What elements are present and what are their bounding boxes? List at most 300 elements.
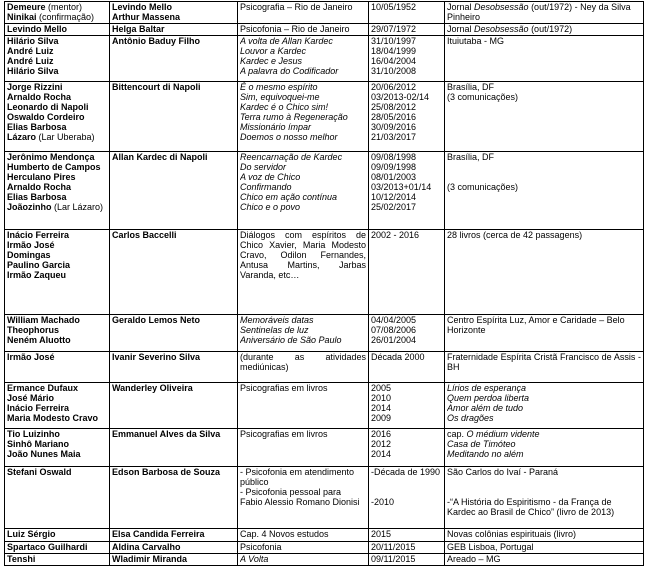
cell-line bbox=[371, 162, 442, 172]
cell-line bbox=[371, 439, 442, 449]
cell-line bbox=[240, 182, 366, 192]
cell-note: (confirmação) bbox=[36, 12, 95, 22]
cell-text: André Luiz bbox=[7, 46, 54, 56]
cell-line bbox=[240, 132, 366, 142]
cell-line bbox=[7, 393, 107, 403]
cell-text: Ivanir Severino Silva bbox=[112, 352, 201, 362]
cell-text: Oswaldo Cordeiro bbox=[7, 112, 85, 122]
cell-text: Herculano Pires bbox=[7, 172, 76, 182]
cell-line bbox=[371, 172, 442, 182]
cell-line bbox=[112, 383, 235, 393]
cell-line bbox=[371, 542, 442, 552]
cell-line bbox=[371, 82, 442, 92]
spirit-cell bbox=[5, 230, 110, 315]
medium-cell bbox=[110, 352, 238, 383]
cell-line bbox=[240, 554, 366, 564]
spirit-cell bbox=[5, 352, 110, 383]
medium-cell bbox=[110, 152, 238, 230]
cell-line bbox=[371, 66, 442, 76]
work-cell bbox=[238, 2, 369, 24]
cell-text: 2005 bbox=[371, 383, 392, 393]
cell-text: Aniversário de São Paulo bbox=[240, 335, 342, 345]
cell-text: Chico em ação contínua bbox=[240, 192, 338, 202]
table-row bbox=[5, 36, 644, 82]
cell-text: Carlos Baccelli bbox=[112, 230, 177, 240]
cell-line bbox=[7, 102, 107, 112]
cell-text: Hilário Silva bbox=[7, 66, 59, 76]
notes-cell bbox=[445, 429, 644, 467]
cell-line bbox=[240, 102, 366, 112]
cell-line bbox=[7, 12, 107, 22]
cell-text: 31/10/1997 bbox=[371, 36, 417, 46]
cell-text: Geraldo Lemos Neto bbox=[112, 315, 201, 325]
cell-line bbox=[447, 82, 641, 92]
cell-text: 09/08/1998 bbox=[371, 152, 417, 162]
medium-cell bbox=[110, 467, 238, 529]
cell-line bbox=[447, 152, 641, 162]
cell-text: público bbox=[240, 477, 269, 487]
cell-text: Fabio Alessio Romano Dionisi bbox=[240, 497, 360, 507]
cell-text: 28/05/2016 bbox=[371, 112, 417, 122]
cell-text: Elsa Candida Ferreira bbox=[112, 529, 205, 539]
cell-line bbox=[7, 36, 107, 46]
cell-line bbox=[447, 497, 641, 517]
notes-cell bbox=[445, 467, 644, 529]
cell-line bbox=[112, 542, 235, 552]
date-cell bbox=[369, 467, 445, 529]
cell-line bbox=[447, 529, 641, 539]
cell-line bbox=[371, 152, 442, 162]
cell-title: Meditando no além bbox=[447, 449, 524, 459]
cell-line bbox=[447, 182, 641, 192]
cell-line bbox=[447, 487, 641, 497]
cell-line bbox=[447, 2, 641, 22]
cell-text: 31/10/2008 bbox=[371, 66, 417, 76]
cell-line bbox=[240, 24, 366, 34]
spirit-cell bbox=[5, 152, 110, 230]
cell-line bbox=[371, 393, 442, 403]
cell-line bbox=[240, 192, 366, 202]
cell-tail: (out/1972) bbox=[528, 24, 573, 34]
cell-line bbox=[371, 92, 442, 102]
date-cell bbox=[369, 529, 445, 542]
cell-text: Sentinelas de luz bbox=[240, 325, 309, 335]
spirit-cell bbox=[5, 467, 110, 529]
cell-line bbox=[7, 24, 107, 34]
table-row bbox=[5, 467, 644, 529]
cell-line bbox=[240, 2, 366, 12]
cell-line bbox=[7, 413, 107, 423]
date-cell bbox=[369, 315, 445, 352]
cell-text: Irmão Zaqueu bbox=[7, 270, 67, 280]
cell-text: Arnaldo Rocha bbox=[7, 92, 72, 102]
date-cell bbox=[369, 542, 445, 554]
table-row bbox=[5, 542, 644, 554]
cell-text: 07/08/2006 bbox=[371, 325, 417, 335]
cell-text: Ituiutaba - MG bbox=[447, 36, 505, 46]
cell-line bbox=[7, 352, 107, 362]
cell-line bbox=[371, 46, 442, 56]
cell-text: 2014 bbox=[371, 403, 392, 413]
cell-text: Louvor a Kardec bbox=[240, 46, 307, 56]
medium-cell bbox=[110, 82, 238, 152]
cell-text: Irmão José bbox=[7, 240, 55, 250]
medium-cell bbox=[110, 24, 238, 36]
cell-line bbox=[371, 182, 442, 192]
cell-text: (3 comunicações) bbox=[447, 182, 519, 192]
work-cell bbox=[238, 554, 369, 566]
cell-text: -“A História do Espiritismo - da França de Kardec ao Brasil de Chico” (livro de 2013) bbox=[447, 497, 615, 517]
work-cell bbox=[238, 529, 369, 542]
cell-text: 2014 bbox=[371, 449, 392, 459]
cell-text: Do servidor bbox=[240, 162, 287, 172]
cell-text: Elias Barbosa bbox=[7, 122, 67, 132]
cell-text: Jorge Rizzini bbox=[7, 82, 63, 92]
cell-line bbox=[7, 429, 107, 439]
cell-line bbox=[447, 36, 641, 46]
cell-line bbox=[112, 36, 235, 46]
cell-text: Diálogos com espíritos de Chico Xavier, Maria Modesto Cravo, Odilon Fernandes, Antusa Martins, Jarbas Varanda, etc… bbox=[240, 230, 366, 280]
cell-tail: (out/1972) - Ney da Silva Pinheiro bbox=[447, 2, 631, 22]
cell-text: 28 livros (cerca de 42 passagens) bbox=[447, 230, 583, 240]
notes-cell bbox=[445, 352, 644, 383]
table-row bbox=[5, 429, 644, 467]
cell-text: Brasília, DF bbox=[447, 152, 495, 162]
cell-text: Cap. 4 Novos estudos bbox=[240, 529, 329, 539]
cell-line bbox=[240, 529, 366, 539]
cell-text: 29/07/1972 bbox=[371, 24, 417, 34]
medium-cell bbox=[110, 2, 238, 24]
cell-line bbox=[240, 230, 366, 280]
cell-line bbox=[447, 542, 641, 552]
cell-text: - Psicofonia em atendimento bbox=[240, 467, 355, 477]
cell-text: 25/08/2012 bbox=[371, 102, 417, 112]
cell-line bbox=[240, 487, 366, 497]
cell-title: O médium vidente bbox=[466, 429, 540, 439]
cell-line bbox=[447, 162, 641, 172]
cell-text: (3 comunicações) bbox=[447, 92, 519, 102]
cell-line bbox=[7, 66, 107, 76]
cell-text: 10/05/1952 bbox=[371, 2, 417, 12]
cell-text: Arnaldo Rocha bbox=[7, 182, 72, 192]
cell-line bbox=[371, 554, 442, 564]
cell-note: (mentor) bbox=[45, 2, 83, 12]
cell-text: Jerônimo Mendonça bbox=[7, 152, 95, 162]
cell-line bbox=[7, 554, 107, 564]
cell-line bbox=[240, 477, 366, 487]
cell-text: Stefani Oswald bbox=[7, 467, 72, 477]
cell-line bbox=[112, 529, 235, 539]
notes-cell bbox=[445, 2, 644, 24]
cell-line bbox=[7, 172, 107, 182]
medium-cell bbox=[110, 230, 238, 315]
date-cell bbox=[369, 82, 445, 152]
cell-text: Confirmando bbox=[240, 182, 292, 192]
cell-text: André Luiz bbox=[7, 56, 54, 66]
cell-line bbox=[447, 230, 641, 240]
work-cell bbox=[238, 467, 369, 529]
spirit-cell bbox=[5, 2, 110, 24]
date-cell bbox=[369, 24, 445, 36]
cell-text: José Mário bbox=[7, 393, 55, 403]
cell-text: 20/11/2015 bbox=[371, 542, 416, 552]
cell-line bbox=[7, 325, 107, 335]
cell-text: Década 2000 bbox=[371, 352, 425, 362]
cell-text: Psicografias em livros bbox=[240, 429, 328, 439]
cell-text: Maria Modesto Cravo bbox=[7, 413, 99, 423]
cell-line bbox=[112, 24, 235, 34]
cell-text: Spartaco Guilhardi bbox=[7, 542, 88, 552]
work-cell bbox=[238, 230, 369, 315]
cell-text: Sim, equivoquei-me bbox=[240, 92, 320, 102]
cell-text: Novas colônias espirituais (livro) bbox=[447, 529, 577, 539]
cell-line bbox=[7, 2, 107, 12]
cell-line bbox=[7, 315, 107, 325]
cell-line bbox=[7, 122, 107, 132]
cell-text: 2016 bbox=[371, 429, 392, 439]
cell-note: (Lar Lázaro) bbox=[51, 202, 104, 212]
cell-line bbox=[7, 132, 107, 142]
notes-cell bbox=[445, 24, 644, 36]
cell-text: Joãozinho bbox=[7, 202, 52, 212]
cell-line bbox=[240, 383, 366, 393]
cell-text: Paulino Garcia bbox=[7, 260, 71, 270]
cell-line bbox=[240, 152, 366, 162]
cell-line bbox=[112, 352, 235, 362]
cell-text: Theophorus bbox=[7, 325, 59, 335]
cell-line bbox=[112, 12, 235, 22]
table-row bbox=[5, 2, 644, 24]
cell-line bbox=[371, 383, 442, 393]
cell-text: Domingas bbox=[7, 250, 51, 260]
cell-text: 04/04/2005 bbox=[371, 315, 417, 325]
medium-cell bbox=[110, 429, 238, 467]
work-cell bbox=[238, 315, 369, 352]
medium-cell bbox=[110, 315, 238, 352]
table-row bbox=[5, 554, 644, 566]
cell-text: Tio Luizinho bbox=[7, 429, 60, 439]
cell-line bbox=[371, 112, 442, 122]
cell-text: Bittencourt di Napoli bbox=[112, 82, 201, 92]
cell-line bbox=[371, 202, 442, 212]
cell-line bbox=[240, 497, 366, 507]
notes-cell bbox=[445, 315, 644, 352]
cell-line bbox=[371, 487, 442, 497]
cell-text: Inácio Ferreira bbox=[7, 230, 70, 240]
cell-text: Luiz Sérgio bbox=[7, 529, 56, 539]
cell-line bbox=[7, 56, 107, 66]
cell-line bbox=[371, 467, 442, 477]
cell-text: A volta de Allan Kardec bbox=[240, 36, 333, 46]
cell-line bbox=[447, 439, 641, 449]
date-cell bbox=[369, 2, 445, 24]
cell-line bbox=[7, 542, 107, 552]
cell-text: Jornal bbox=[447, 24, 475, 34]
cell-text: 18/04/1999 bbox=[371, 46, 417, 56]
notes-cell bbox=[445, 152, 644, 230]
cell-line bbox=[371, 230, 442, 240]
cell-line bbox=[7, 467, 107, 477]
cell-line bbox=[7, 240, 107, 250]
cell-line bbox=[240, 542, 366, 552]
cell-line bbox=[371, 335, 442, 345]
cell-text: Allan Kardec di Napoli bbox=[112, 152, 208, 162]
work-cell bbox=[238, 152, 369, 230]
cell-text: Elias Barbosa bbox=[7, 192, 67, 202]
cell-line bbox=[112, 82, 235, 92]
document-page bbox=[4, 1, 643, 566]
cell-line bbox=[240, 429, 366, 439]
cell-line bbox=[371, 325, 442, 335]
cell-line bbox=[371, 429, 442, 439]
cell-line bbox=[447, 403, 641, 413]
cell-line bbox=[371, 315, 442, 325]
cell-line bbox=[371, 192, 442, 202]
cell-line bbox=[7, 383, 107, 393]
cell-text: 20/06/2012 bbox=[371, 82, 417, 92]
cell-text: Lázaro bbox=[7, 132, 37, 142]
cell-line bbox=[240, 36, 366, 46]
cell-text: cap. bbox=[447, 429, 467, 439]
cell-line bbox=[447, 429, 641, 439]
cell-text: João Nunes Maia bbox=[7, 449, 81, 459]
cell-line bbox=[447, 554, 641, 564]
cell-line bbox=[7, 202, 107, 212]
cell-text: 2010 bbox=[371, 393, 392, 403]
cell-text: Jornal bbox=[447, 2, 475, 12]
spirit-cell bbox=[5, 542, 110, 554]
cell-line bbox=[112, 2, 235, 12]
cell-text: Aldina Carvalho bbox=[112, 542, 181, 552]
cell-text: Kardec é o Chico sim! bbox=[240, 102, 329, 112]
psychography-table bbox=[4, 1, 644, 566]
cell-text: 2009 bbox=[371, 413, 392, 423]
cell-line bbox=[447, 315, 641, 335]
cell-text: 09/11/2015 bbox=[371, 554, 416, 564]
cell-line bbox=[7, 152, 107, 162]
date-cell bbox=[369, 554, 445, 566]
table-row bbox=[5, 24, 644, 36]
cell-line bbox=[7, 112, 107, 122]
cell-line bbox=[371, 132, 442, 142]
spirit-cell bbox=[5, 315, 110, 352]
cell-text: Levindo Mello bbox=[112, 2, 173, 12]
cell-line bbox=[371, 529, 442, 539]
notes-cell bbox=[445, 230, 644, 315]
cell-text: 08/01/2003 bbox=[371, 172, 417, 182]
date-cell bbox=[369, 152, 445, 230]
cell-text: 21/03/2017 bbox=[371, 132, 417, 142]
cell-line bbox=[7, 82, 107, 92]
cell-line bbox=[112, 152, 235, 162]
cell-text: 2012 bbox=[371, 439, 392, 449]
medium-cell bbox=[110, 542, 238, 554]
cell-text: Demeure bbox=[7, 2, 46, 12]
work-cell bbox=[238, 383, 369, 429]
table-row bbox=[5, 230, 644, 315]
spirit-cell bbox=[5, 429, 110, 467]
cell-line bbox=[371, 102, 442, 112]
cell-line bbox=[447, 92, 641, 102]
table-row bbox=[5, 383, 644, 429]
cell-text: Antônio Baduy Filho bbox=[112, 36, 200, 46]
cell-text: A palavra do Codificador bbox=[240, 66, 339, 76]
spirit-cell bbox=[5, 24, 110, 36]
cell-text: Levindo Mello bbox=[7, 24, 68, 34]
cell-line bbox=[7, 46, 107, 56]
cell-text: 30/09/2016 bbox=[371, 122, 417, 132]
cell-line bbox=[447, 383, 641, 393]
cell-text: 26/01/2004 bbox=[371, 335, 417, 345]
cell-line bbox=[7, 449, 107, 459]
cell-text: Wladimir Miranda bbox=[112, 554, 188, 564]
cell-line bbox=[240, 46, 366, 56]
notes-cell bbox=[445, 529, 644, 542]
date-cell bbox=[369, 230, 445, 315]
cell-text: 03/2013+01/14 bbox=[371, 182, 432, 192]
cell-text: Sinhô Mariano bbox=[7, 439, 70, 449]
cell-line bbox=[447, 449, 641, 459]
notes-cell bbox=[445, 383, 644, 429]
work-cell bbox=[238, 82, 369, 152]
cell-text: Memoráveis datas bbox=[240, 315, 314, 325]
cell-line bbox=[240, 92, 366, 102]
cell-text: Psicografia – Rio de Janeiro bbox=[240, 2, 353, 12]
cell-text: Emmanuel Alves da Silva bbox=[112, 429, 221, 439]
cell-line bbox=[371, 449, 442, 459]
cell-text: Hilário Silva bbox=[7, 36, 59, 46]
cell-text: (durante as atividades mediúnicas) bbox=[240, 352, 366, 372]
cell-title: Quem perdoa liberta bbox=[447, 393, 530, 403]
cell-text: Irmão José bbox=[7, 352, 55, 362]
cell-line bbox=[447, 172, 641, 182]
spirit-cell bbox=[5, 383, 110, 429]
cell-text: 2002 - 2016 bbox=[371, 230, 420, 240]
cell-text: Psicofonia bbox=[240, 542, 282, 552]
cell-line bbox=[447, 24, 641, 34]
cell-text: GEB Lisboa, Portugal bbox=[447, 542, 534, 552]
cell-line bbox=[240, 122, 366, 132]
cell-line bbox=[371, 413, 442, 423]
cell-text: Kardec e Jesus bbox=[240, 56, 303, 66]
cell-line bbox=[112, 429, 235, 439]
cell-text: -2010 bbox=[371, 497, 395, 507]
cell-line bbox=[371, 497, 442, 507]
cell-text: Areado – MG bbox=[447, 554, 501, 564]
work-cell bbox=[238, 24, 369, 36]
cell-line bbox=[240, 325, 366, 335]
cell-text: 10/12/2014 bbox=[371, 192, 417, 202]
cell-line bbox=[7, 529, 107, 539]
cell-line bbox=[112, 467, 235, 477]
cell-line bbox=[240, 82, 366, 92]
medium-cell bbox=[110, 554, 238, 566]
cell-text: 03/2013-02/14 bbox=[371, 92, 430, 102]
cell-text: 16/04/2004 bbox=[371, 56, 417, 66]
date-cell bbox=[369, 429, 445, 467]
work-cell bbox=[238, 36, 369, 82]
cell-text: 25/02/2017 bbox=[371, 202, 417, 212]
cell-text: Terra rumo à Regeneração bbox=[240, 112, 348, 122]
medium-cell bbox=[110, 529, 238, 542]
cell-note: (Lar Uberaba) bbox=[36, 132, 95, 142]
cell-title: Desobsessão bbox=[474, 24, 529, 34]
cell-title: Lírios de esperança bbox=[447, 383, 527, 393]
cell-text: Leonardo di Napoli bbox=[7, 102, 89, 112]
cell-line bbox=[240, 202, 366, 212]
notes-cell bbox=[445, 36, 644, 82]
spirit-cell bbox=[5, 529, 110, 542]
